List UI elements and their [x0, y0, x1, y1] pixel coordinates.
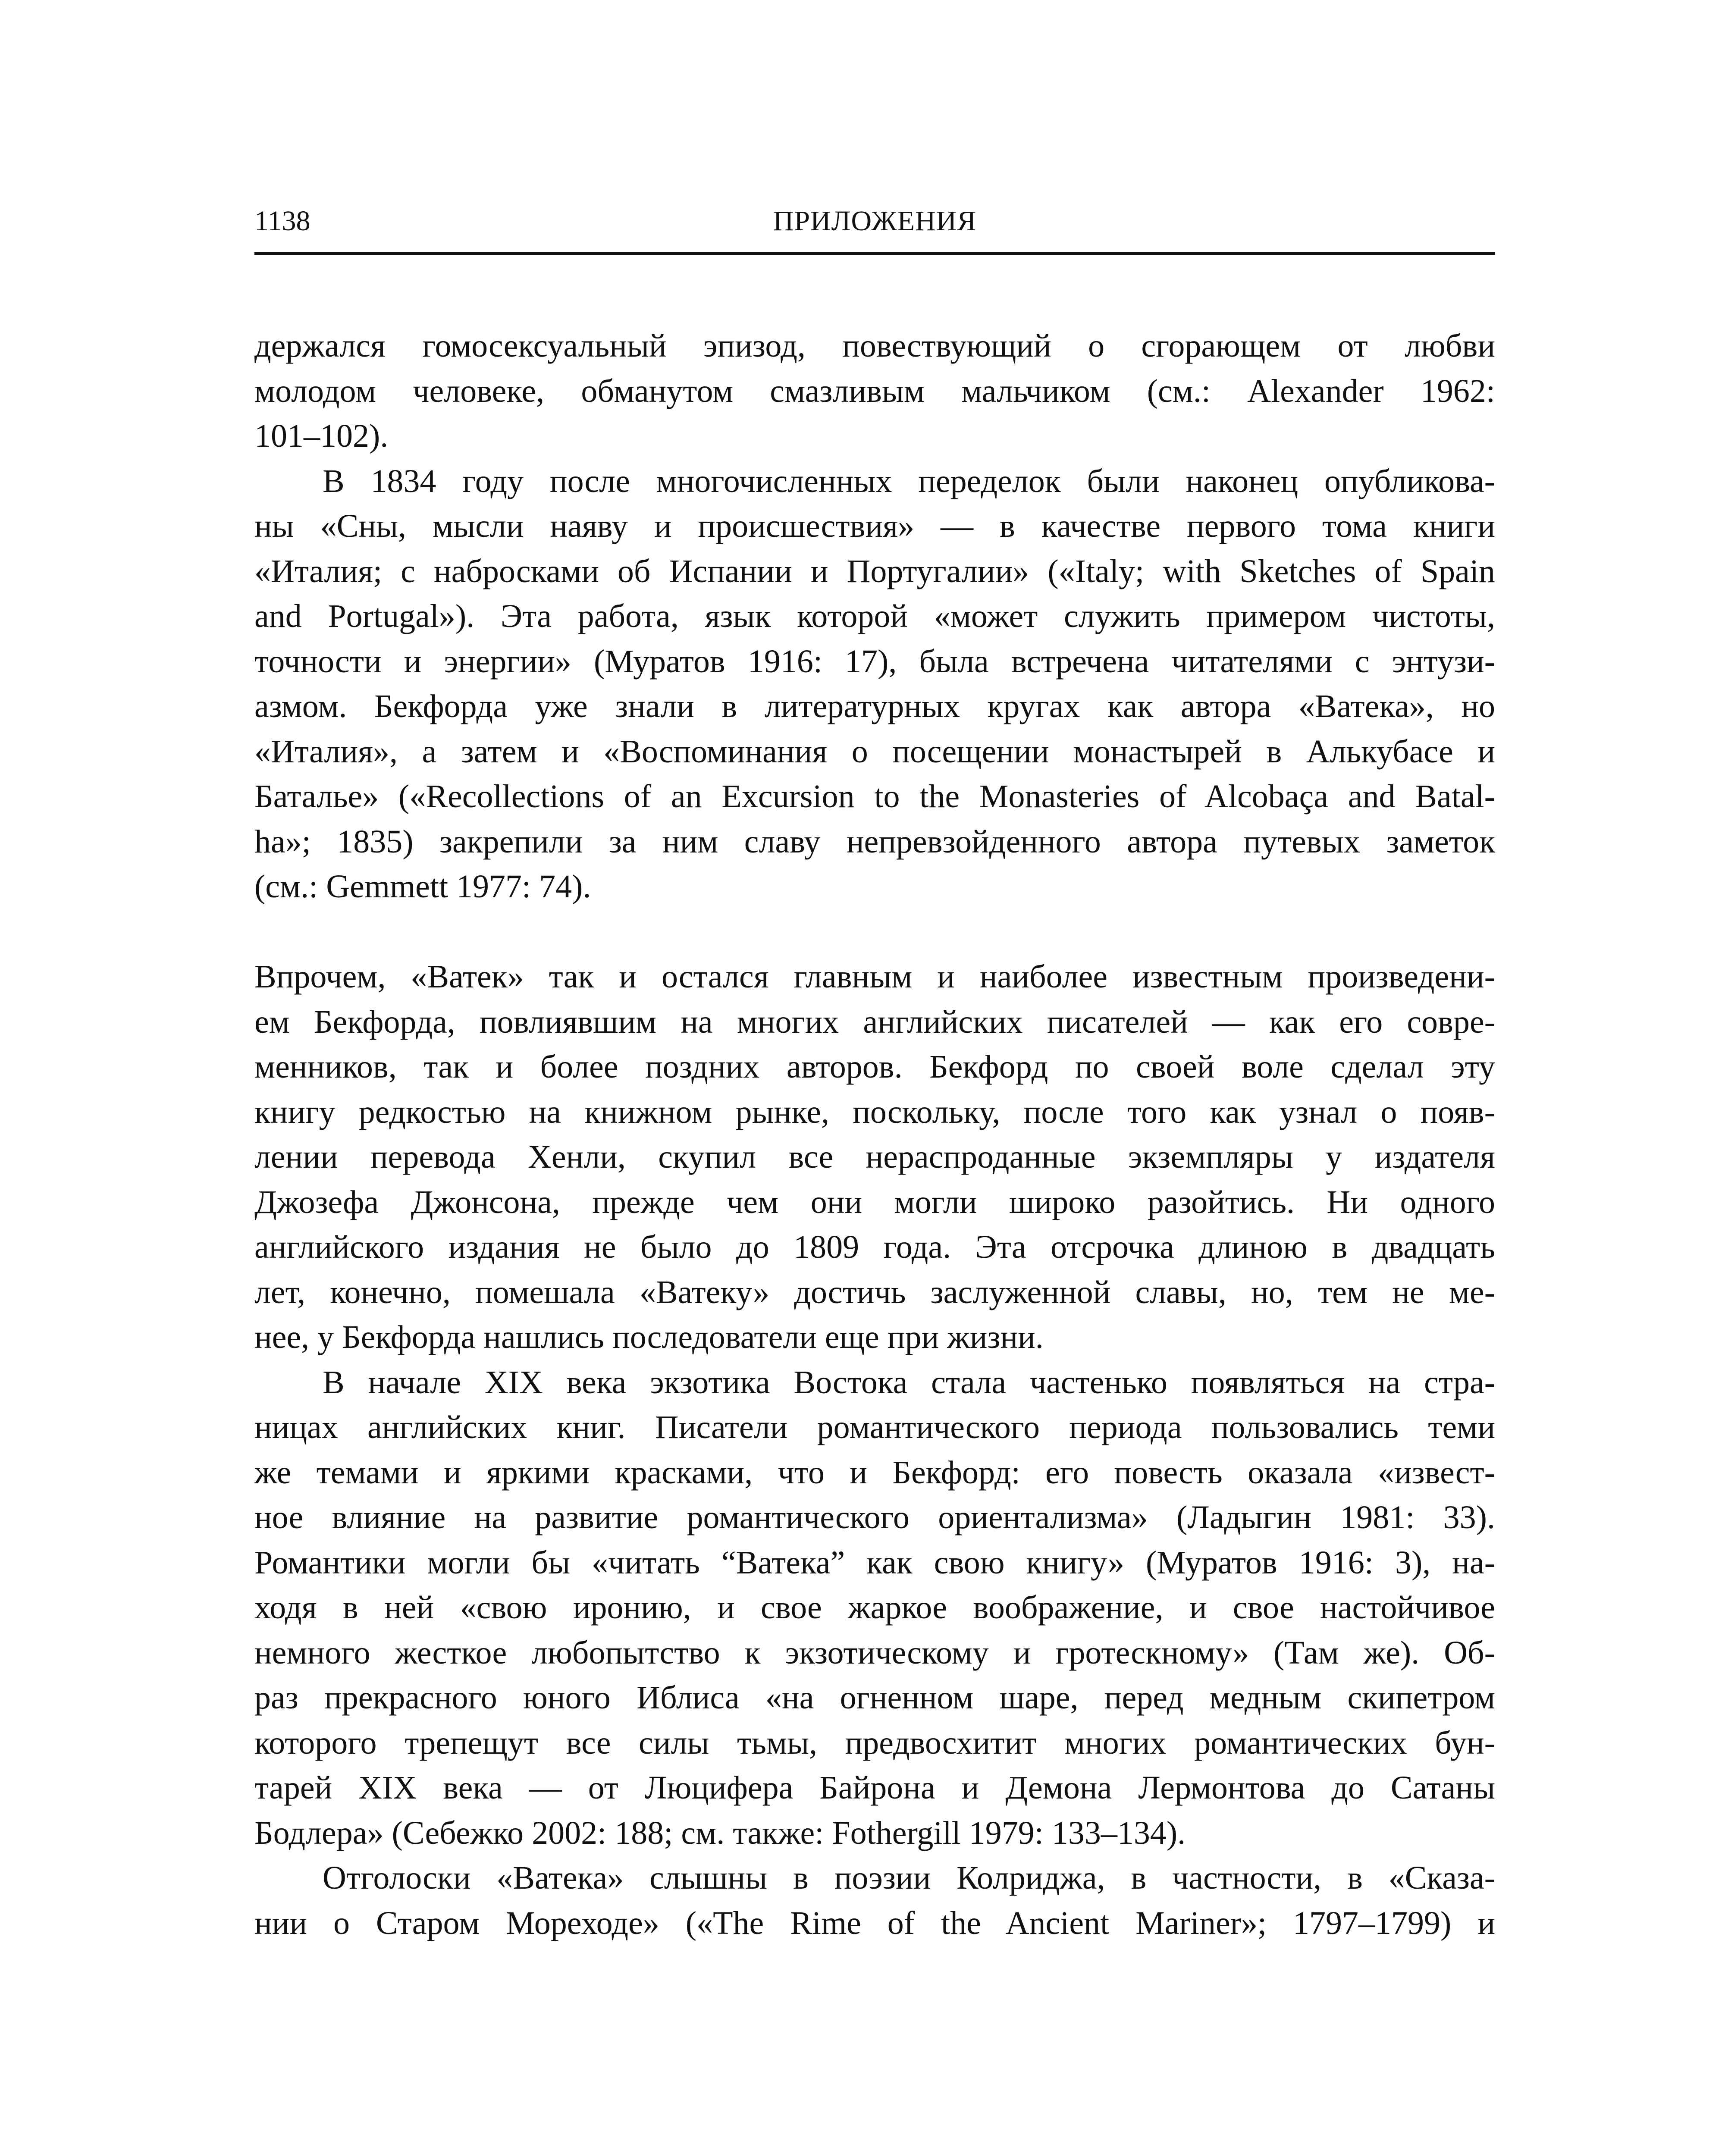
paragraph [254, 954, 1495, 1360]
body-text [254, 323, 1495, 1946]
text-line: 101–102). [254, 418, 389, 454]
text-line: Джозефа Джонсона, прежде чем они могли широко разойтись. Ни одного [254, 1184, 1495, 1220]
page-header [254, 196, 1495, 248]
text-line: азмом. Бекфорда уже знали в литературных кругах как автора «Ватека», но [254, 688, 1495, 724]
text-line: Отголоски «Ватека» слышны в поэзии Колриджа, в частности, в «Сказа- [323, 1860, 1495, 1896]
text-line: ны «Сны, мысли наяву и происшествия» — в качестве первого тома книги [254, 508, 1495, 544]
text-line: тарей XIX века — от Люцифера Байрона и Демона Лермонтова до Сатаны [254, 1770, 1495, 1806]
running-title: ПРИЛОЖЕНИЯ [773, 205, 977, 237]
text-line: В 1834 году после многочисленных переделок были наконец опубликова- [323, 463, 1495, 499]
paragraph [254, 1360, 1495, 1856]
text-line: Бодлера» (Себежко 2002: 188; см. также: Fothergill 1979: 133–134). [254, 1814, 1186, 1851]
page-number: 1138 [254, 205, 310, 237]
paragraph [254, 323, 1495, 459]
paragraph-gap [254, 909, 1495, 955]
text-line: В начале XIX века экзотика Востока стала частенько появляться на стра- [323, 1364, 1495, 1401]
text-line: ницах английских книг. Писатели романтического периода пользовались теми [254, 1409, 1495, 1445]
text-line: нее, у Бекфорда нашлись последователи еще при жизни. [254, 1319, 1044, 1355]
text-line: ное влияние на развитие романтического ориентализма» (Ладыгин 1981: 33). [254, 1499, 1495, 1536]
paragraph [254, 459, 1495, 909]
text-line: ходя в ней «свою иронию, и свое жаркое воображение, и свое настойчивое [254, 1589, 1495, 1626]
text-line: лении перевода Хенли, скупил все нераспроданные экземпляры у издателя [254, 1139, 1495, 1175]
text-line: «Италия», а затем и «Воспоминания о посещении монастырей в Алькубасе и [254, 733, 1495, 770]
text-line: же темами и яркими красками, что и Бекфорд: его повесть оказала «извест- [254, 1454, 1495, 1491]
text-line: Баталье» («Recollections of an Excursion to the Monasteries of Alcobaça and Batal- [254, 778, 1495, 815]
text-line: раз прекрасного юного Иблиса «на огненном шаре, перед медным скипетром [254, 1680, 1495, 1716]
text-line: «Италия; с набросками об Испании и Португалии» («Italy; with Sketches of Spain [254, 553, 1495, 589]
text-line: and Portugal»). Эта работа, язык которой «может служить примером чистоты, [254, 598, 1495, 634]
text-line: (см.: Gemmett 1977: 74). [254, 868, 591, 905]
header-rule [254, 252, 1495, 255]
text-line: молодом человеке, обманутом смазливым мальчиком (см.: Alexander 1962: [254, 373, 1495, 409]
text-line: Впрочем, «Ватек» так и остался главным и наиболее известным произведени- [254, 959, 1495, 995]
text-line: точности и энергии» (Муратов 1916: 17), была встречена читателями с энтузи- [254, 643, 1495, 680]
text-line: ем Бекфорда, повлиявшим на многих английских писателей — как его совре- [254, 1003, 1495, 1040]
text-line: книгу редкостью на книжном рынке, поскольку, после того как узнал о появ- [254, 1094, 1495, 1130]
text-line: немного жесткое любопытство к экзотическому и гротескному» (Там же). Об- [254, 1634, 1495, 1671]
text-line: держался гомосексуальный эпизод, повествующий о сгорающем от любви [254, 328, 1495, 364]
text-line: которого трепещут все силы тьмы, предвосхитит многих романтических бун- [254, 1724, 1495, 1761]
paragraph [254, 1855, 1495, 1946]
text-line: Романтики могли бы «читать “Ватека” как свою книгу» (Муратов 1916: 3), на- [254, 1544, 1495, 1581]
text-line: ha»; 1835) закрепили за ним славу непревзойденного автора путевых заметок [254, 823, 1495, 860]
text-line: менников, так и более поздних авторов. Бекфорд по своей воле сделал эту [254, 1049, 1495, 1085]
text-line: лет, конечно, помешала «Ватеку» достичь заслуженной славы, но, тем не ме- [254, 1274, 1495, 1310]
text-line: английского издания не было до 1809 года. Эта отсрочка длиною в двадцать [254, 1229, 1495, 1265]
text-line: нии о Старом Мореходе» («The Rime of the Ancient Mariner»; 1797–1799) и [254, 1905, 1495, 1941]
